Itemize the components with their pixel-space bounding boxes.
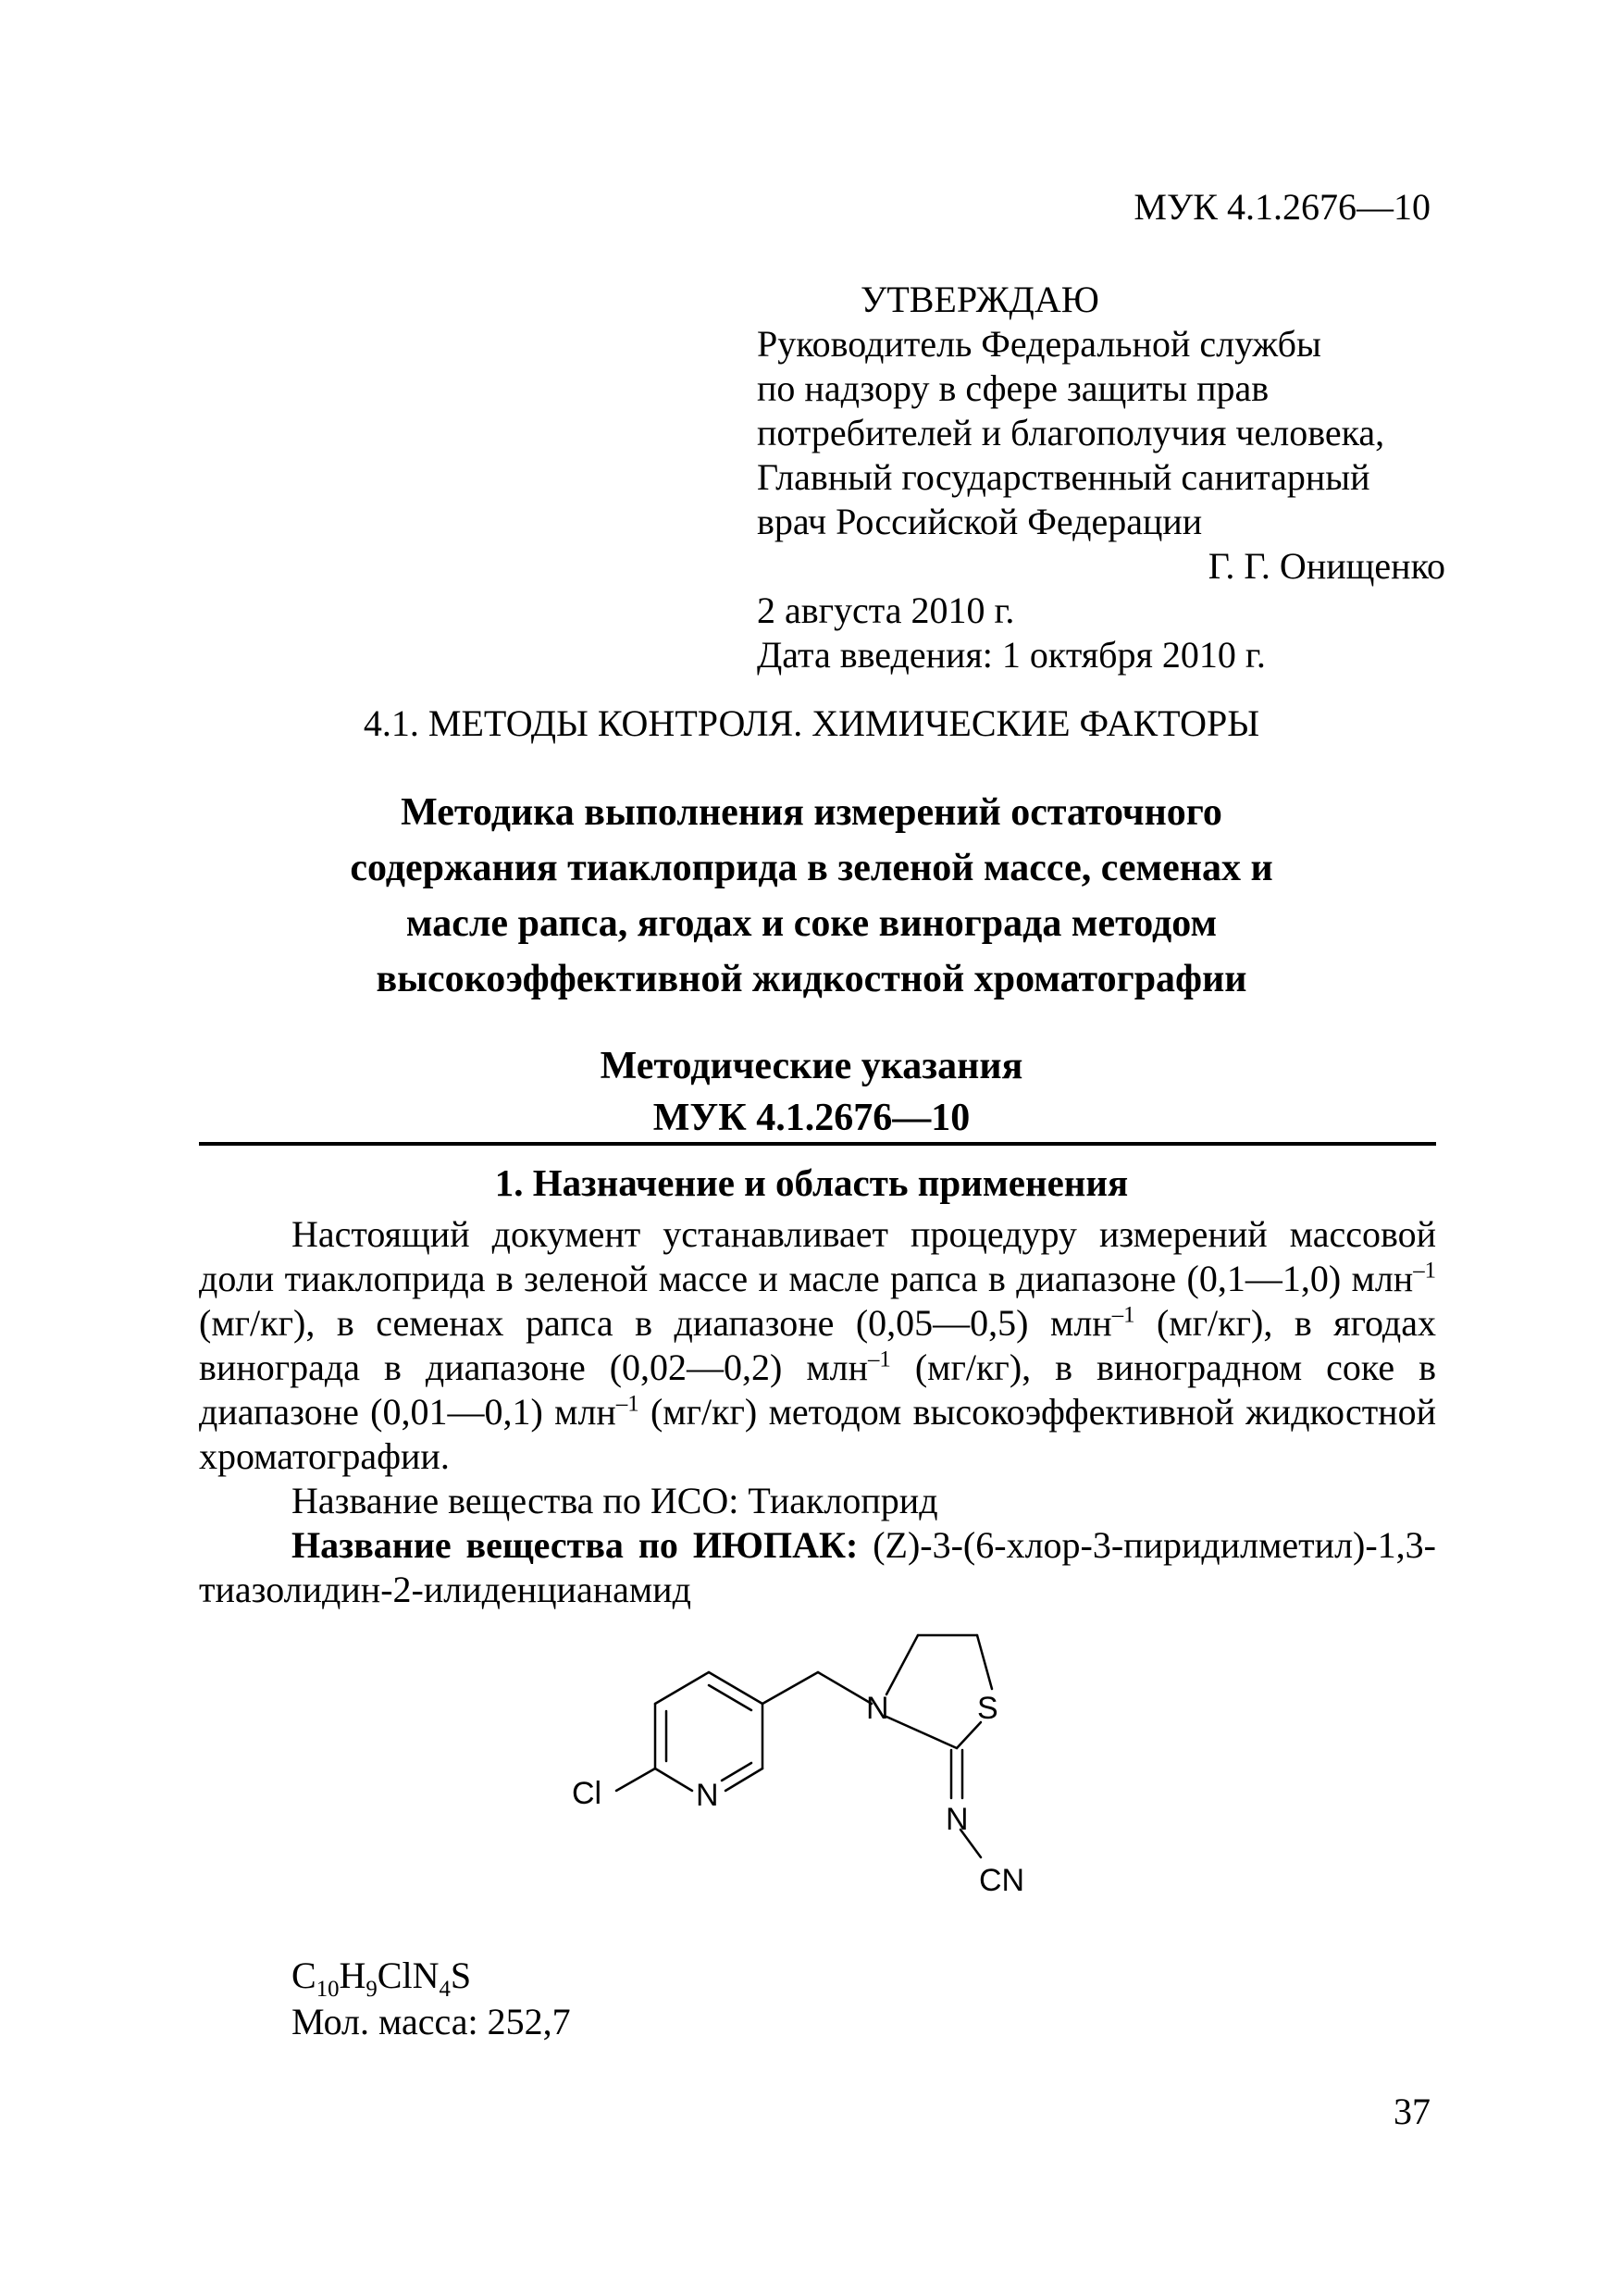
molecular-mass: Мол. масса: 252,7 [291, 2001, 571, 2042]
introduction-date: Дата введения: 1 октября 2010 г. [757, 634, 1266, 676]
title-line: содержания тиаклоприда в зеленой массе, семенах и [350, 847, 1273, 889]
document-subtitle [139, 1040, 1484, 1144]
section-1-heading: 1. Назначение и область применения [494, 1161, 1129, 1204]
section-heading: 4.1. МЕТОДЫ КОНТРОЛЯ. ХИМИЧЕСКИЕ ФАКТОРЫ [363, 702, 1260, 744]
approval-heading: УТВЕРЖДАЮ [861, 279, 1099, 320]
approval-block [757, 278, 1460, 677]
iupac-name [199, 1523, 1436, 1612]
approval-line: врач Российской Федерации [757, 501, 1203, 542]
title-line: высокоэффективной жидкостной хроматографии [376, 958, 1247, 1000]
superscript: –1 [1111, 1302, 1135, 1328]
approval-date: 2 августа 2010 г. [757, 590, 1015, 631]
approval-line: Руководитель Федеральной службы [757, 323, 1321, 365]
document-code: МУК 4.1.2676—10 [1134, 186, 1431, 228]
subtitle-line: Методические указания [600, 1045, 1023, 1087]
iupac-label: Название вещества по ИЮПАК: [291, 1524, 859, 1566]
section-1-body [199, 1212, 1436, 1612]
atom-label: S [977, 1691, 998, 1726]
subtitle-code: МУК 4.1.2676—10 [652, 1097, 971, 1139]
iso-name: Название вещества по ИСО: Тиаклоприд [291, 1480, 938, 1521]
atom-label: N [946, 1802, 969, 1837]
superscript: –1 [615, 1391, 639, 1417]
document-title [139, 785, 1484, 1007]
atom-label: Cl [572, 1776, 602, 1811]
approval-line: Главный государственный санитарный [757, 456, 1370, 498]
atom-label: N [866, 1691, 889, 1726]
horizontal-rule [199, 1142, 1436, 1146]
molecular-formula-block [291, 1953, 571, 2045]
iupac-value: (Z)-3-(6-хлор-3-пиридилметил)-1,3-тиазолидин-2-илиденцианамид [199, 1524, 1436, 1610]
structural-formula [518, 1615, 1092, 1911]
approval-line: потребителей и благополучия человека, [757, 412, 1385, 453]
superscript: –1 [868, 1347, 891, 1372]
approval-signer: Г. Г. Онищенко [1208, 545, 1445, 587]
atom-label: CN [979, 1863, 1025, 1898]
scope-paragraph: Настоящий документ устанавливает процедуру измерений массовой доли тиаклоприда в зеленой массе и масле рапса в диапазоне (0,1—1,0) млн$^{-1}$ (мг/кг), в семенах рапса в диапазоне (0,05—0,5) млн$^{-1}$ (мг/кг), в ягодах винограда в диапазоне (0,02—0,2) млн$^{-1}$ (мг/кг), в виноградном соке в диапазоне (0,01—0,1) млн$^{-1}$ (мг/кг) методом высокоэффективной жидкостной хроматографии. [199, 1213, 1437, 1477]
atom-label: N [696, 1778, 719, 1813]
page-number: 37 [1394, 2091, 1431, 2132]
superscript: –1 [1413, 1258, 1436, 1284]
molecular-formula: $C_{10}H_9ClN_4S$ [291, 1955, 472, 2002]
approval-line: по надзору в сфере защиты прав [757, 367, 1270, 409]
title-line: масле рапса, ягодах и соке винограда методом [405, 902, 1218, 945]
title-line: Методика выполнения измерений остаточного [401, 791, 1222, 834]
